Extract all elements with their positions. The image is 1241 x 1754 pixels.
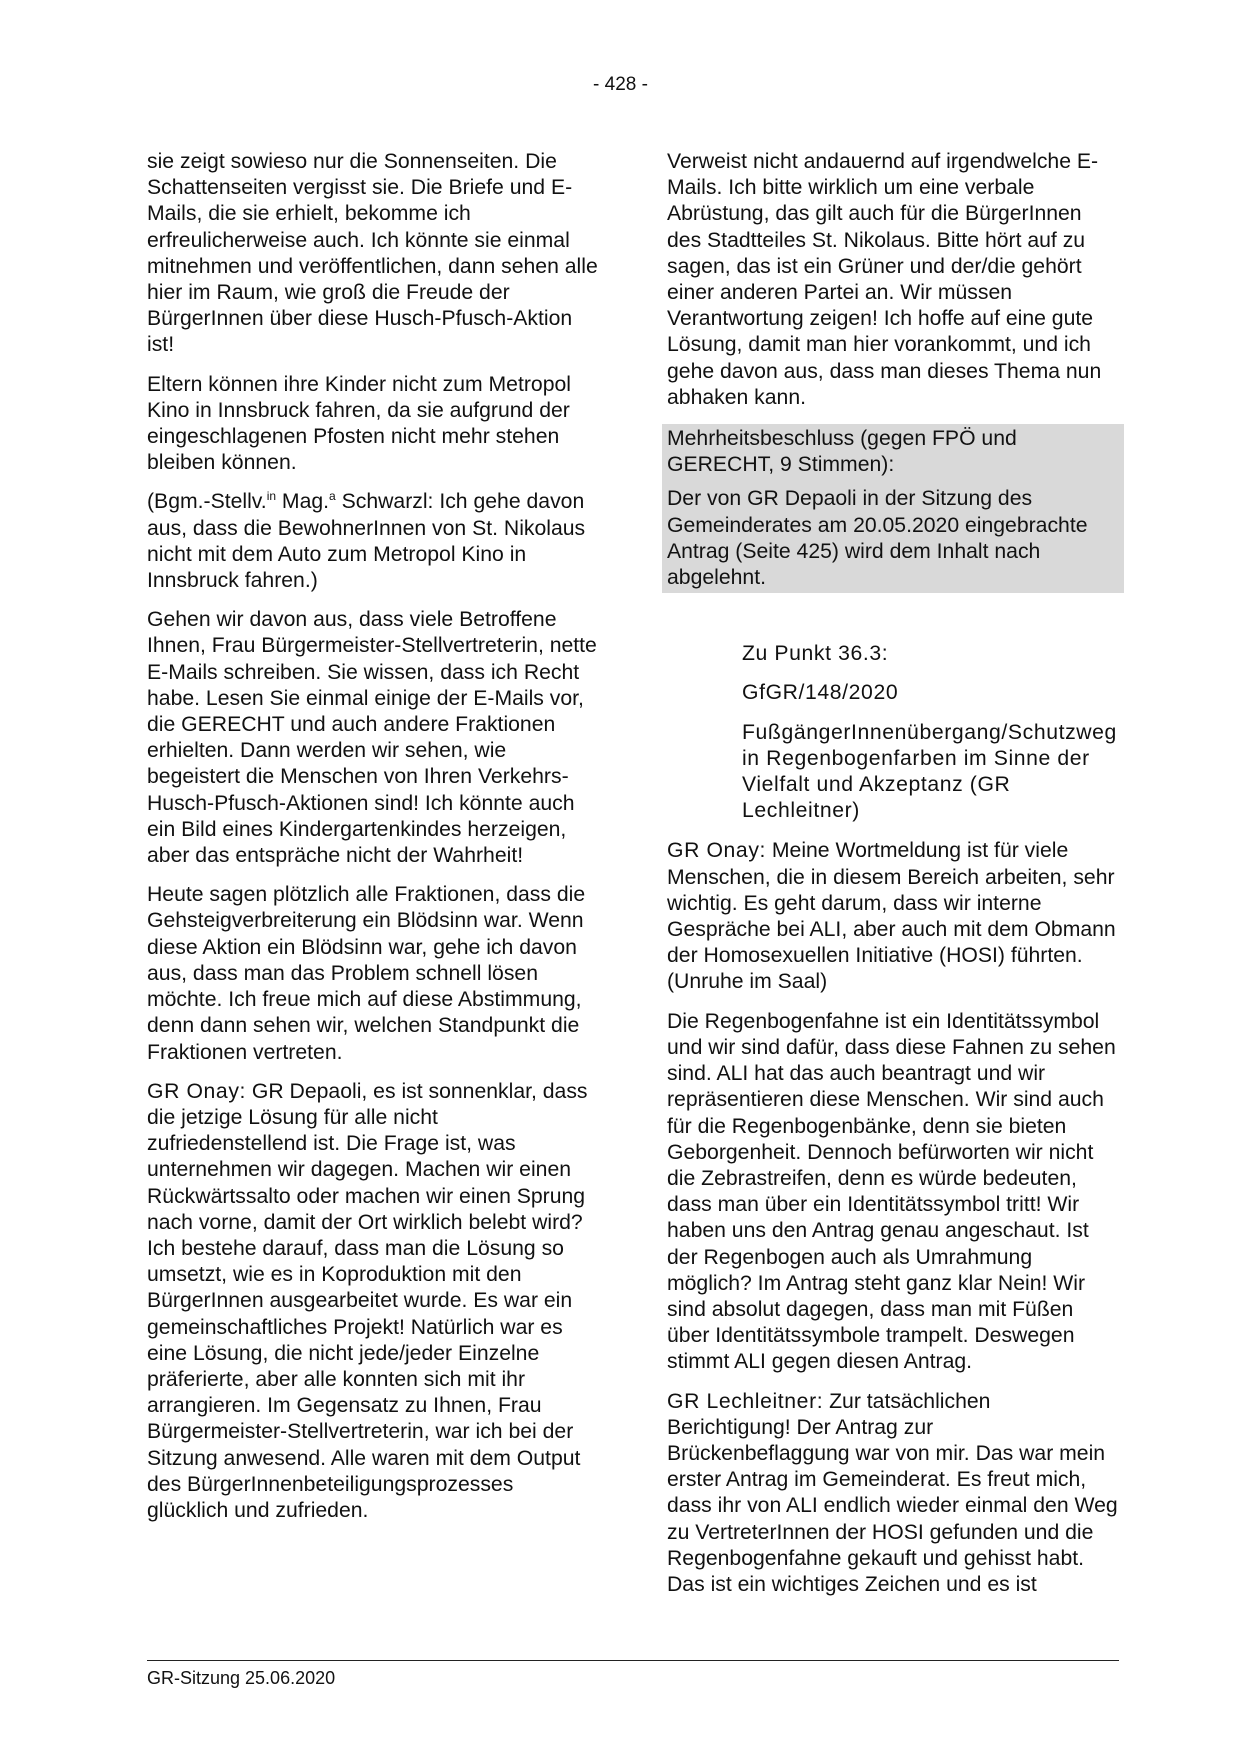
superscript: a — [329, 489, 336, 504]
paragraph — [667, 838, 1119, 995]
speech-text: GR Depaoli, es ist sonnenklar, dass die jetzige Lösung für alle nicht zufriedenstellend ist. Die Frage ist, was unternehmen wir dagegen. Machen wir einen Rückwärtssalto oder machen wir einen Sprung nach vorne, damit der Ort wirklich belebt wird? Ich bestehe darauf, dass man die Lösung so umsetzt, wie es in Koproduktion mit den BürgerInnen ausgearbeitet wurde. Es war ein gemeinschaftliches Projekt! Natürlich war es eine Lösung, die nicht jede/jeder Einzelne präferierte, aber alle konnten sich mit ihr arrangieren. Im Gegensatz zu Ihnen, Frau Bürgermeister-Stellvertreterin, war ich bei der Sitzung anwesend. Alle waren mit dem Output des BürgerInnenbeteiligungsprozesses glücklich und zufrieden. — [147, 1079, 588, 1522]
resolution-heading: Mehrheitsbeschluss (gegen FPÖ und GERECHT, 9 Stimmen): — [667, 427, 1017, 477]
speech-text: Meine Wortmeldung ist für viele Menschen, die in diesem Bereich arbeiten, sehr wichtig. Es geht darum, dass wir interne Gespräche bei ALI, aber auch mit dem Obmann der Homosexuellen Initiative (HOSI) führten. (Unruhe im Saal) — [667, 839, 1116, 994]
interjection-text: Schwarzl: Ich gehe davon aus, dass die BewohnerInnen von St. Nikolaus nicht mit dem Auto zum Metropol Kino in Innsbruck fahren.) — [147, 490, 586, 593]
agenda-title: FußgängerInnenübergang/Schutzweg in Regenbogenfarben im Sinne der Vielfalt und Akzeptanz (GR Lechleitner) — [742, 720, 1117, 823]
footer-text: GR-Sitzung 25.06.2020 — [147, 1668, 336, 1688]
speech-text: Zur tatsächlichen Berichtigung! Der Antrag zur Brückenbeflaggung war von mir. Das war mein erster Antrag im Gemeinderat. Es freut mich, dass ihr von ALI endlich wieder einmal den Weg zu VertreterInnen der HOSI gefunden und die Regenbogenfahne gekauft und gehisst habt. Das ist ein wichtiges Zeichen und es ist — [667, 1389, 1118, 1596]
interjection-text: Mag. — [276, 490, 330, 514]
left-column — [147, 149, 599, 1537]
paragraph — [667, 1389, 1119, 1599]
paragraph: Eltern können ihre Kinder nicht zum Metropol Kino in Innsbruck fahren, da sie aufgrund der eingeschlagenen Pfosten nicht mehr stehen bleiben können. — [147, 372, 571, 475]
speaker-name: GR Onay: — [667, 839, 766, 863]
resolution-box — [662, 424, 1124, 593]
resolution-text: Der von GR Depaoli in der Sitzung des Gemeinderates am 20.05.2020 eingebrachte Antrag (Seite 425) wird dem Inhalt nach abgelehnt. — [667, 487, 1088, 590]
footer-divider — [147, 1660, 1119, 1661]
paragraph: Verweist nicht andauernd auf irgendwelche E-Mails. Ich bitte wirklich um eine verbale Abrüstung, das gilt auch für die BürgerInnen des Stadtteiles St. Nikolaus. Bitte hört auf zu sagen, das ist ein Grüner und der/die gehört einer anderen Partei an. Wir müssen Verantwortung zeigen! Ich hoffe auf eine gute Lösung, damit man hier vorankommt, und ich gehe davon aus, dass man dieses Thema nun abhaken kann. — [667, 150, 1102, 409]
paragraph: Heute sagen plötzlich alle Fraktionen, dass die Gehsteigverbreiterung ein Blödsinn war. Wenn diese Aktion ein Blödsinn war, gehe ich davon aus, dass man das Problem schnell lösen möchte. Ich freue mich auf diese Abstimmung, denn dann sehen wir, welchen Standpunkt die Fraktionen vertreten. — [147, 883, 586, 1064]
speaker-name: GR Onay: — [147, 1079, 246, 1103]
right-column — [667, 149, 1119, 1611]
agenda-point: Zu Punkt 36.3: — [742, 642, 889, 666]
speaker-name: GR Lechleitner: — [667, 1389, 824, 1413]
paragraph — [147, 489, 599, 594]
interjection-text: (Bgm.-Stellv. — [147, 490, 267, 514]
agenda-item — [742, 641, 1119, 824]
page-number: - 428 - — [593, 74, 648, 95]
paragraph: sie zeigt sowieso nur die Sonnenseiten. Die Schattenseiten vergisst sie. Die Briefe und E-Mails, die sie erhielt, bekomme ich erfreulicherweise auch. Ich könnte sie einmal mitnehmen und veröffentlichen, dann sehen alle hier im Raum, wie groß die Freude der BürgerInnen über diese Husch-Pfusch-Aktion ist! — [147, 150, 598, 357]
superscript: in — [266, 489, 277, 504]
paragraph: Gehen wir davon aus, dass viele Betroffene Ihnen, Frau Bürgermeister-Stellvertreterin, nette E-Mails schreiben. Sie wissen, dass ich Recht habe. Lesen Sie einmal einige der E-Mails vor, die GERECHT und auch andere Fraktionen erhielten. Dann werden wir sehen, wie begeistert die Menschen von Ihren Verkehrs-Husch-Pfusch-Aktionen sind! Ich könnte auch ein Bild eines Kindergartenkindes herzeigen, aber das entspräche nicht der Wahrheit! — [147, 608, 597, 868]
paragraph — [147, 1079, 599, 1524]
paragraph: Die Regenbogenfahne ist ein Identitätssymbol und wir sind dafür, dass diese Fahnen zu sehen sind. ALI hat das auch beantragt und wir repräsentieren diese Menschen. Wir sind auch für die Regenbogenbänke, denn sie bieten Geborgenheit. Dennoch befürworten wir nicht die Zebrastreifen, denn es würde bedeuten, dass man über ein Identitätssymbol tritt! Wir haben uns den Antrag genau angeschaut. Ist der Regenbogen auch als Umrahmung möglich? Im Antrag steht ganz klar Nein! Wir sind absolut dagegen, dass man mit Füßen über Identitätssymbole trampelt. Deswegen stimmt ALI gegen diesen Antrag. — [667, 1009, 1116, 1374]
agenda-reference: GfGR/148/2020 — [742, 681, 899, 705]
